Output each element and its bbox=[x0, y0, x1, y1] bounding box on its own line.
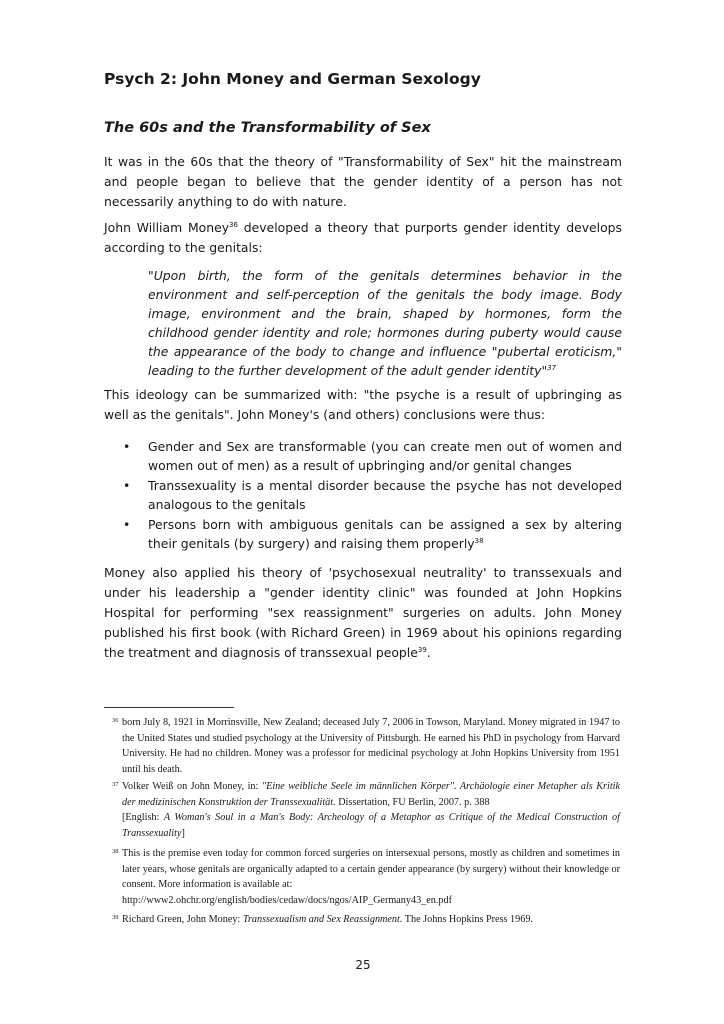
conclusions-list bbox=[104, 437, 622, 554]
footnote-text-part: [English: bbox=[122, 812, 164, 823]
footnote-text-part: Volker Weiß on John Money, in: bbox=[122, 781, 262, 792]
footnote-text-part: Richard Green, John Money: bbox=[122, 914, 243, 925]
bullet-icon: • bbox=[123, 439, 131, 454]
list-item bbox=[104, 437, 622, 475]
footnote-ref-37[interactable]: 37 bbox=[547, 363, 557, 372]
intro-paragraph: It was in the 60s that the theory of "Transformability of Sex" hit the mainstream and people began to believe that the gender identity of a person has not necessarily anything to do with nature. bbox=[104, 154, 622, 209]
footnote-text-part: The Johns Hopkins Press 1969. bbox=[402, 914, 533, 925]
footnote-number: 38 bbox=[112, 848, 119, 855]
page-title: Psych 2: John Money and German Sexology bbox=[104, 70, 481, 88]
list-item-text: Transsexuality is a mental disorder because the psyche has not developed analogous to the genitals bbox=[148, 478, 622, 512]
footnote-text: born July 8, 1921 in Morrinsville, New Zealand; deceased July 7, 2006 in Towson, Maryland. Money migrated in 1947 to the United States und studied psychology at the University of Pittsburgh. He earned his PhD in psychology from Harvard University. He had no children. Money was a professor for medicinal psychology at John Hopkins University from 1951 until his death. bbox=[122, 717, 620, 775]
footnote-text-part: Dissertation, FU Berlin, 2007. p. 388 bbox=[335, 796, 490, 808]
footnote-text bbox=[112, 846, 620, 908]
list-item bbox=[104, 476, 622, 514]
footnote-ref-36[interactable]: 36 bbox=[229, 220, 238, 229]
list-item-text: Persons born with ambiguous genitals can be assigned a sex by altering their genitals (by surgery) and raising them properly bbox=[148, 517, 622, 551]
book-title: Transsexualism and Sex Reassignment. bbox=[242, 914, 403, 925]
bullet-icon: • bbox=[123, 478, 131, 493]
footnote-ref-39[interactable]: 39 bbox=[417, 645, 427, 654]
footnote-38 bbox=[112, 846, 620, 908]
paragraph-text: developed a theory that purports gender identity develops according to the genitals: bbox=[104, 220, 622, 255]
summary-paragraph: This ideology can be summarized with: "the psyche is a result of upbringing as well as the genitals". John Money's (and others) conclusions were thus: bbox=[104, 387, 622, 422]
section-title: The 60s and the Transformability of Sex bbox=[104, 120, 431, 136]
block-quote bbox=[148, 266, 622, 380]
footnote-divider bbox=[104, 707, 234, 708]
paragraph-text: Money also applied his theory of 'psychosexual neutrality' to transsexuals and under his leadership a "gender identity clinic" was founded at John Hopkins Hospital for performing "sex reassignment" surgeries on adults. John Money published his first book (with Richard Green) in 1969 about his opinions regarding the treatment and diagnosis of transsexual people bbox=[104, 565, 622, 660]
footnote-36 bbox=[112, 715, 620, 777]
footnote-number: 37 bbox=[112, 781, 119, 788]
footnote-text-part: This is the premise even today for common forced surgeries on intersexual persons, mostly as children and sometimes in later years, whose genitals are organically adapted to a certain gender appearance (by surgery) without their knowledge or consent. More information is available at: bbox=[122, 848, 620, 890]
footnote-text-part: ] bbox=[181, 827, 185, 839]
english-title: A Woman's Soul in a Man's Body: Archeology of a Metaphor as Critique of the Medical Construction of Transsexuality bbox=[122, 812, 620, 839]
list-item-text: Gender and Sex are transformable (you can create men out of women and women out of men) as a result of upbringing and/or genital changes bbox=[148, 439, 622, 473]
footnote-number: 39 bbox=[112, 914, 119, 921]
footnote-text bbox=[112, 779, 620, 841]
footnote-37 bbox=[112, 779, 620, 841]
footnote-39 bbox=[112, 912, 620, 928]
paragraph-text: John William Money bbox=[104, 220, 230, 235]
footnote-text bbox=[112, 912, 620, 928]
list-item bbox=[104, 515, 622, 553]
clinic-paragraph bbox=[104, 563, 622, 663]
page-number: 25 bbox=[355, 958, 371, 972]
document-page bbox=[104, 0, 622, 1024]
quote-text: "Upon birth, the form of the genitals determines behavior in the environment and self-perception of the genitals the body image. Body image, environment and the brain, shaped by hormones, form the childhood gender identity and role; hormones during puberty would cause the appearance of the body to change and influence "pubertal eroticism," leading to the further development of the adult gender identity" bbox=[148, 268, 622, 378]
paragraph-end: . bbox=[426, 645, 431, 660]
footnote-link[interactable]: http://www2.ohchr.org/english/bodies/cedaw/docs/ngos/AIP_Germany43_en.pdf bbox=[122, 894, 453, 906]
bullet-icon: • bbox=[123, 517, 131, 532]
footnote-ref-38[interactable]: 38 bbox=[474, 536, 484, 545]
money-theory-paragraph bbox=[104, 218, 622, 258]
german-title: "Eine weibliche Seele im männlichen Körper". Archäologie einer Metapher als Kritik der medizinischen Konstruktion der Transsexualität. bbox=[122, 781, 620, 808]
footnote-number: 36 bbox=[112, 717, 119, 724]
